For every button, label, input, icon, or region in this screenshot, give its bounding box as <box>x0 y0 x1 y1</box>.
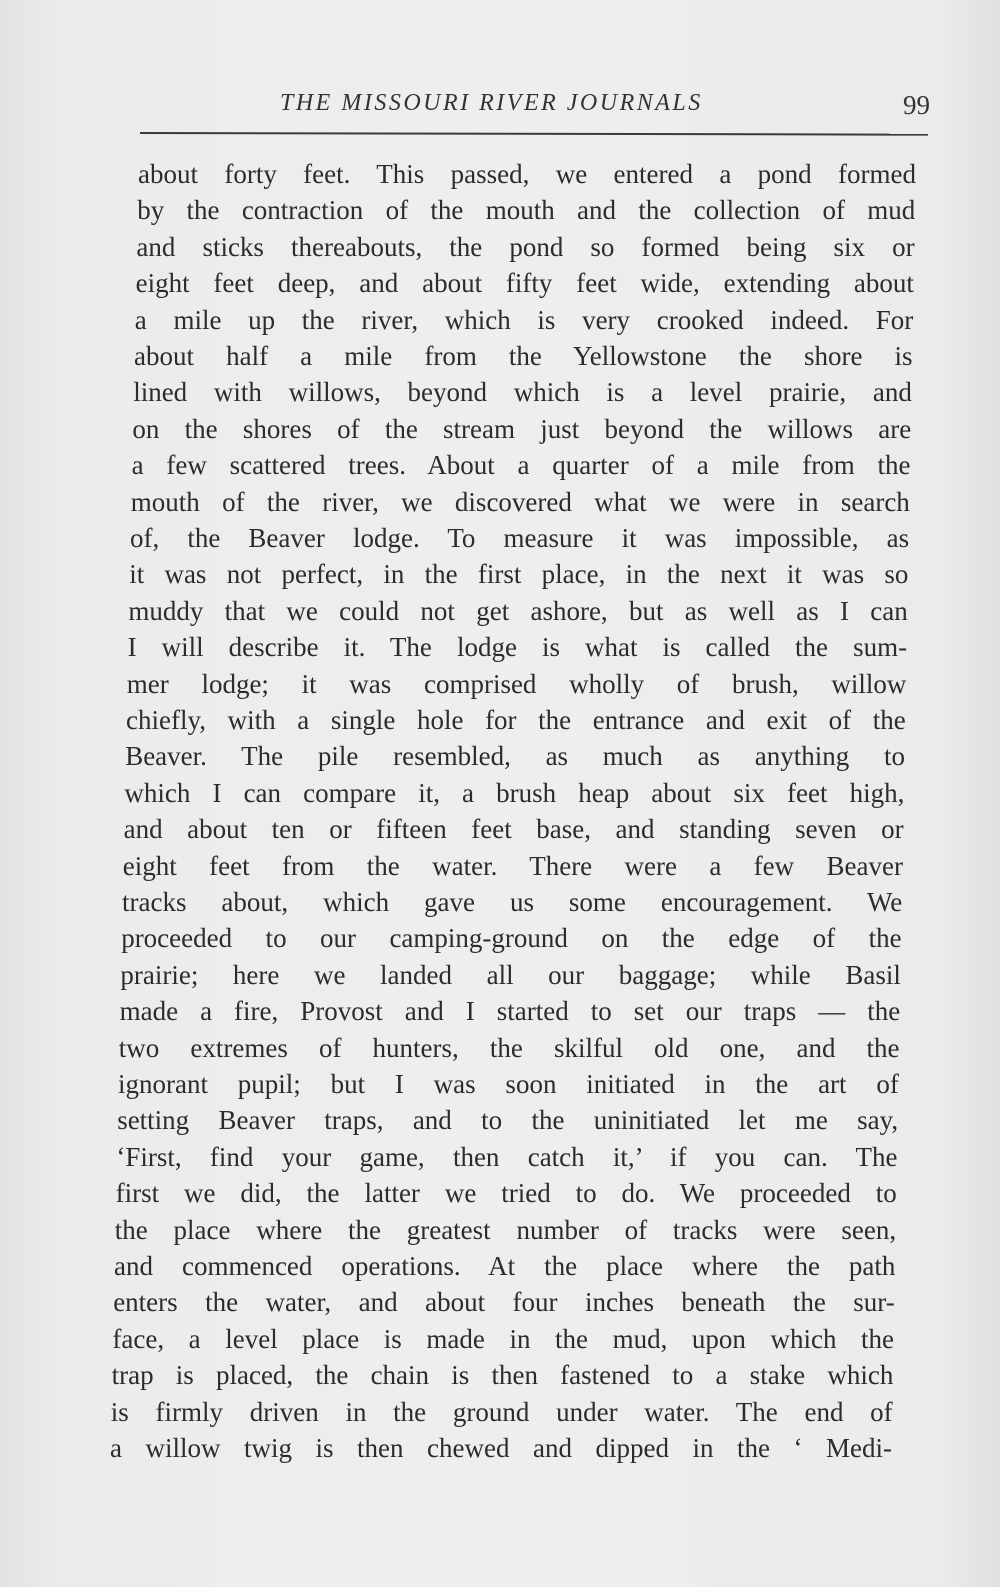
text-line: by the contraction of the mouth and the collection of mud <box>137 195 916 226</box>
text-line: eight feet deep, and about fifty feet wide, extending about <box>135 268 914 299</box>
text-line: on the shores of the stream just beyond the willows are <box>132 413 912 444</box>
text-line: and about ten or fifteen feet base, and standing seven or <box>123 814 904 845</box>
page-number: 99 <box>903 90 930 120</box>
running-title: THE MISSOURI RIVER JOURNALS <box>280 90 703 116</box>
header-rule <box>140 132 928 136</box>
text-line: face, a level place is made in the mud, upon which the <box>112 1323 895 1354</box>
text-line: trap is placed, the chain is then fastened to a stake which <box>111 1360 894 1391</box>
text-line: I will describe it. The lodge is what is called the sum- <box>127 632 908 663</box>
text-line: a mile up the river, which is very crooked indeed. For <box>134 304 914 335</box>
text-line: and commenced operations. At the place where the path <box>114 1251 896 1281</box>
text-line: which I can compare it, a brush heap about six feet high, <box>124 777 905 808</box>
text-line: mouth of the river, we discovered what we were in search <box>130 486 910 517</box>
running-header <box>140 86 930 126</box>
text-line: ‘First, find your game, then catch it,’ if you can. The <box>116 1141 898 1172</box>
text-line: it was not perfect, in the first place, in the next it was so <box>129 559 909 590</box>
text-line: Beaver. The pile resembled, as much as anything to <box>125 741 906 772</box>
text-line: ignorant pupil; but I was soon initiated in the art of <box>118 1069 899 1099</box>
text-line: muddy that we could not get ashore, but as well as I can <box>128 595 908 626</box>
text-line: chiefly, with a single hole for the entrance and exit of the <box>126 705 906 735</box>
text-line: of, the Beaver lodge. To measure it was impossible, as <box>130 523 910 553</box>
text-line: about forty feet. This passed, we entered a pond formed <box>138 159 916 189</box>
text-line: setting Beaver traps, and to the uninitiated let me say, <box>117 1105 899 1136</box>
text-line: and sticks thereabouts, the pond so formed being six or <box>136 231 915 262</box>
text-line: proceeded to our camping-ground on the edge of the <box>121 923 902 954</box>
text-line: about half a mile from the Yellowstone the shore is <box>134 341 913 371</box>
text-line: the place where the greatest number of tracks were seen, <box>114 1214 897 1245</box>
text-line: mer lodge; it was comprised wholly of brush, willow <box>126 668 907 699</box>
text-line: lined with willows, beyond which is a level prairie, and <box>133 377 912 408</box>
text-line: prairie; here we landed all our baggage; while Basil <box>120 959 901 990</box>
text-line: eight feet from the water. There were a few Beaver <box>122 850 903 881</box>
text-line: is firmly driven in the ground under water. The end of <box>110 1396 893 1427</box>
text-line: a few scattered trees. About a quarter of a mile from the <box>131 450 911 481</box>
text-line: a willow twig is then chewed and dipped in the ‘ Medi- <box>110 1433 892 1463</box>
text-line: made a fire, Provost and I started to set our traps — the <box>119 996 901 1027</box>
text-line: enters the water, and about four inches beneath the sur- <box>113 1287 895 1318</box>
text-line: two extremes of hunters, the skilful old one, and the <box>118 1032 900 1063</box>
text-line: first we did, the latter we tried to do. We proceeded to <box>115 1178 897 1209</box>
text-line: tracks about, which gave us some encouragement. We <box>122 887 903 917</box>
